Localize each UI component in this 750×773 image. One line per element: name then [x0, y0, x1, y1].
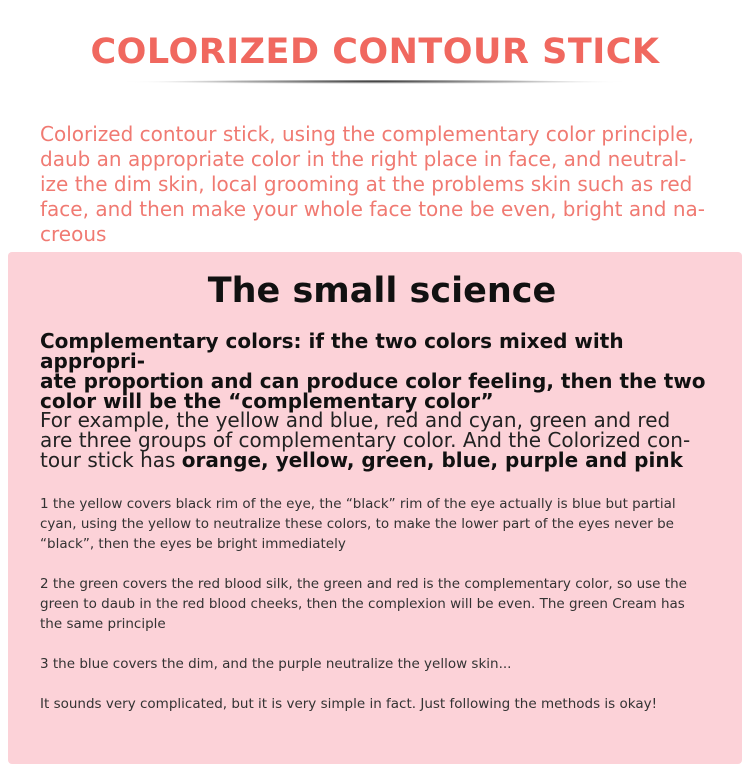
complementary-definition: Complementary colors: if the two colors mixed with appropri- ate proportion and can produce color feeling, then the two color will be the “complementary color” [40, 329, 706, 413]
note-conclusion: It sounds very complicated, but it is very simple in fact. Just following the methods is okay! [40, 696, 657, 712]
note-yellow: 1 the yellow covers black rim of the eye, the “black” rim of the eye actually is blue but partial cyan, using the yellow to neutralize these colors, to make the lower part of the eyes never be “black”, then the eyes be bright immediately [40, 496, 676, 552]
example-paragraph [40, 410, 730, 470]
section-title: The small science [207, 271, 557, 311]
intro-paragraph: Colorized contour stick, using the complementary color principle, daub an appropriate color in the right place in face, and neutral- ize the dim skin, local grooming at the problems skin such as red face, and then make your whole face tone be even, bright and na- creous [40, 122, 705, 246]
example-colors-emphasis: orange, yellow, green, blue, purple and pink [181, 448, 683, 472]
title-underline-decoration [110, 80, 640, 102]
note-green: 2 the green covers the red blood silk, the green and red is the complementary color, so use the green to daub in the red blood cheeks, then the complexion will be even. The green Cream has the same principle [40, 576, 687, 632]
note-blue-purple: 3 the blue covers the dim, and the purple neutralize the yellow skin... [40, 656, 512, 672]
example-text: For example, the yellow and blue, red and cyan, green and red are three groups of complementary color. And the Colorized con- tour stick has [40, 408, 691, 472]
page-title: COLORIZED CONTOUR STICK [90, 32, 660, 72]
